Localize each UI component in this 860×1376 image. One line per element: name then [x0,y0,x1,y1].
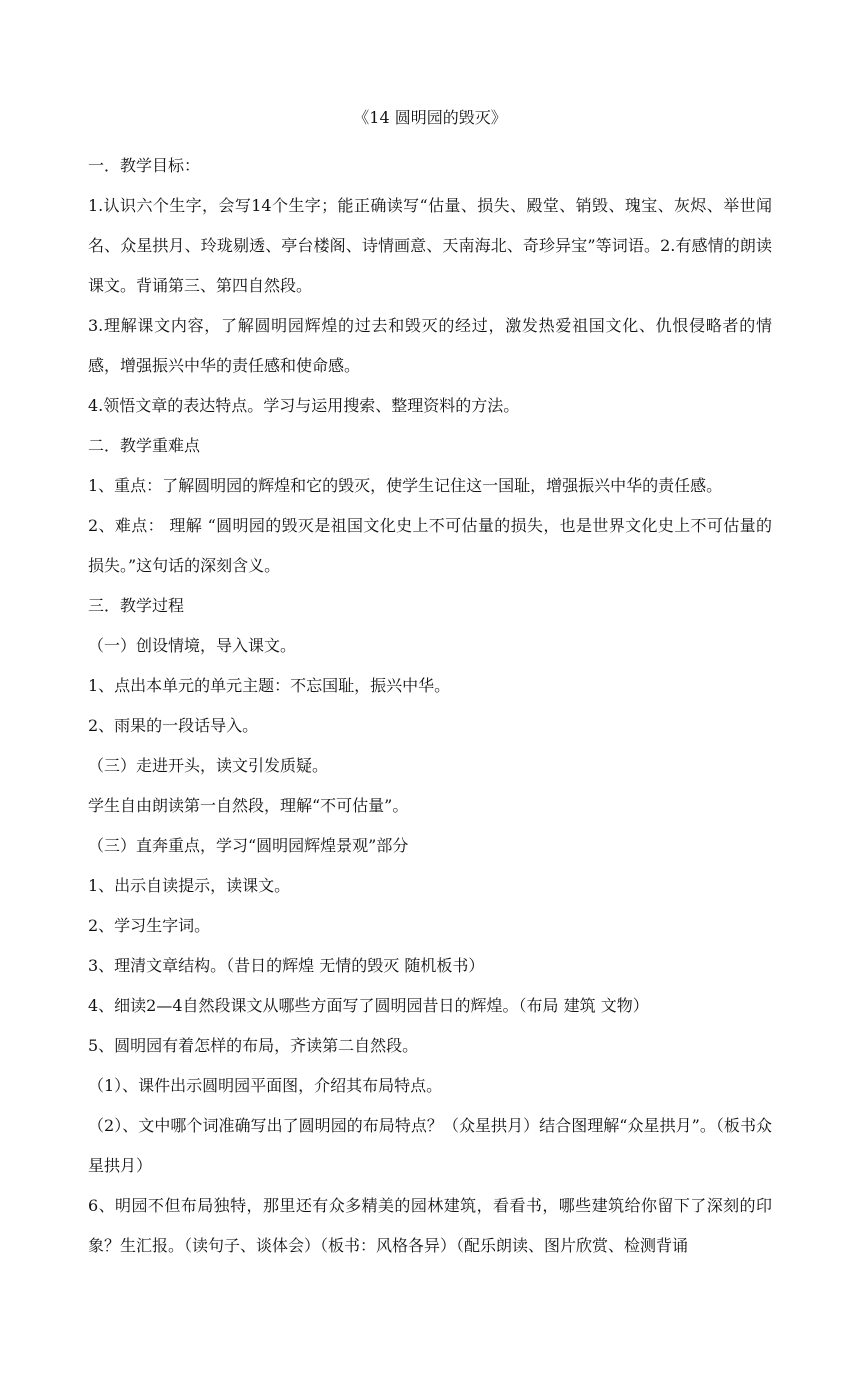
process-item: 2、学习生字词。 [88,916,211,935]
process-item: 4、细读2—4自然段课文从哪些方面写了圆明园昔日的辉煌。（布局 建筑 文物） [88,996,649,1015]
process-item: 1、出示自读提示，读课文。 [88,876,291,895]
difficulty-item: 2、难点： 理解 “圆明园的毁灭是祖国文化史上不可估量的损失，也是世界文化史上不可估量的损失。”这句话的深刻含义。 [88,516,772,575]
objective-item-3: 3.理解课文内容，了解圆明园辉煌的过去和毁灭的经过，激发热爱祖国文化、仇恨侵略者的情感，增强振兴中华的责任感和使命感。 [88,316,772,375]
process-item: 2、雨果的一段话导入。 [88,716,259,735]
process-item: 6、明园不但布局独特，那里还有众多精美的园林建筑，看看书，哪些建筑给你留下了深刻的印象？生汇报。（读句子、谈体会）（板书：风格各异）（配乐朗读、图片欣赏、检测背诵 [88,1196,772,1255]
process-item: 5、圆明园有着怎样的布局，齐读第二自然段。 [88,1036,419,1055]
process-sub-item: （2）、文中哪个词准确写出了圆明园的布局特点？（众星拱月）结合图理解“众星拱月”。（板书众星拱月） [88,1116,772,1175]
key-point-item: 1、重点：了解圆明园的辉煌和它的毁灭，使学生记住这一国耻，增强振兴中华的责任感。 [88,476,723,495]
objective-item-4: 4.领悟文章的表达特点。学习与运用搜索、整理资料的方法。 [88,396,520,415]
process-step-heading: （三）走进开头，读文引发质疑。 [88,756,329,775]
process-item: 学生自由朗读第一自然段，理解“不可估量”。 [88,796,409,815]
section-heading-process: 三．教学过程 [88,596,185,615]
process-item: 3、理清文章结构。（昔日的辉煌 无情的毁灭 随机板书） [88,956,485,975]
section-heading-objectives: 一．教学目标： [88,156,201,175]
process-item: 1、点出本单元的单元主题：不忘国耻，振兴中华。 [88,676,451,695]
process-step-heading: （三）直奔重点，学习“圆明园辉煌景观”部分 [88,836,409,855]
objective-item-1: 1.认识六个生字，会写14个生字；能正确读写“估量、损失、殿堂、销毁、瑰宝、灰烬、举世闻名、众星拱月、玲珑剔透、亭台楼阁、诗情画意、天南海北、奇珍异宝”等词语。2.有感情的朗读课文。背诵第三、第四自然段。 [88,196,772,295]
document-body [88,146,772,1266]
document-title: 《14 圆明园的毁灭》 [353,108,507,127]
process-sub-item: （1）、课件出示圆明园平面图，介绍其布局特点。 [88,1076,443,1095]
section-heading-key-points: 二．教学重难点 [88,436,201,455]
process-step-heading: （一）创设情境，导入课文。 [88,636,297,655]
